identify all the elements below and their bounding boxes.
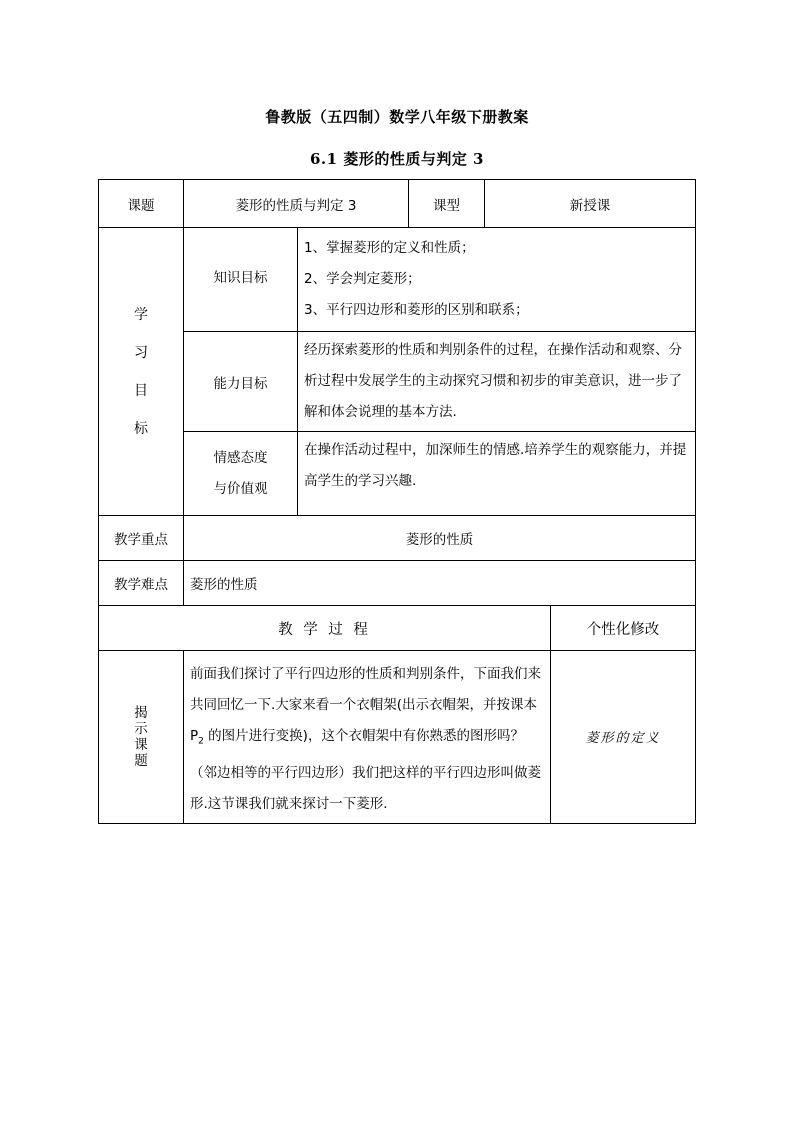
emotion-row	[99, 432, 696, 516]
intro-content	[184, 651, 551, 824]
knowledge-item: 2、学会判定菱形；	[304, 271, 421, 287]
difficulty-row	[99, 561, 696, 606]
intro-side-char: 示	[134, 720, 148, 737]
objectives-char: 学	[134, 306, 148, 323]
topic-value: 菱形的性质与判定 3	[184, 180, 409, 228]
key-point-row	[99, 516, 696, 561]
process-header: 教 学 过 程	[99, 606, 551, 651]
knowledge-content	[298, 228, 696, 332]
key-point-value: 菱形的性质	[184, 516, 696, 561]
document-title: 鲁教版（五四制）数学八年级下册教案	[265, 108, 529, 126]
intro-side-char: 揭	[134, 704, 148, 721]
difficulty-label: 教学难点	[99, 561, 184, 606]
ability-row	[99, 332, 696, 432]
topic-row	[99, 180, 696, 228]
intro-side-label	[99, 651, 184, 824]
lesson-plan-table	[98, 179, 696, 824]
objectives-char: 习	[134, 344, 148, 361]
ability-label: 能力目标	[184, 332, 298, 432]
difficulty-value: 菱形的性质	[184, 561, 696, 606]
objectives-char: 标	[134, 420, 148, 437]
emotion-label-line: 与价值观	[213, 480, 268, 497]
intro-side-char: 题	[134, 752, 148, 769]
intro-text-part1: 前面我们探讨了平行四边形的性质和判别条件，下面我们来共同回忆一下.大家来看一个衣帽架(出示衣帽架，并按课本 P	[190, 666, 541, 744]
key-point-label: 教学重点	[99, 516, 184, 561]
knowledge-label: 知识目标	[184, 228, 298, 332]
intro-text-part2: 的图片进行变换)，这个衣帽架中有你熟悉的图形吗？（邻边相等的平行四边形）我们把这样的平行四边形叫做菱形.这节课我们就来探讨一下菱形.	[190, 728, 541, 812]
objectives-group-label	[99, 228, 184, 516]
intro-handwritten-note: 菱形的定义	[551, 651, 696, 824]
lesson-subtitle: 6.1 菱形的性质与判定 3	[310, 150, 484, 168]
intro-row	[99, 651, 696, 824]
knowledge-item: 1、掌握菱形的定义和性质；	[304, 240, 475, 256]
ability-content: 经历探索菱形的性质和判别条件的过程，在操作活动和观察、分析过程中发展学生的主动探究习惯和初步的审美意识，进一步了解和体会说理的基本方法.	[298, 332, 696, 432]
emotion-label	[184, 432, 298, 516]
intro-text-subscript: 2	[198, 736, 204, 747]
personal-revision-header: 个性化修改	[551, 606, 696, 651]
emotion-label-line: 情感态度	[213, 449, 268, 466]
type-label: 课型	[409, 180, 485, 228]
topic-label: 课题	[99, 180, 184, 228]
objectives-char: 目	[134, 382, 148, 399]
emotion-content: 在操作活动过程中，加深师生的情感.培养学生的观察能力，并提高学生的学习兴趣.	[298, 432, 696, 516]
knowledge-row	[99, 228, 696, 332]
type-value: 新授课	[485, 180, 696, 228]
knowledge-item: 3、平行四边形和菱形的区别和联系；	[304, 302, 529, 318]
process-header-row	[99, 606, 696, 651]
intro-side-char: 课	[134, 736, 148, 753]
